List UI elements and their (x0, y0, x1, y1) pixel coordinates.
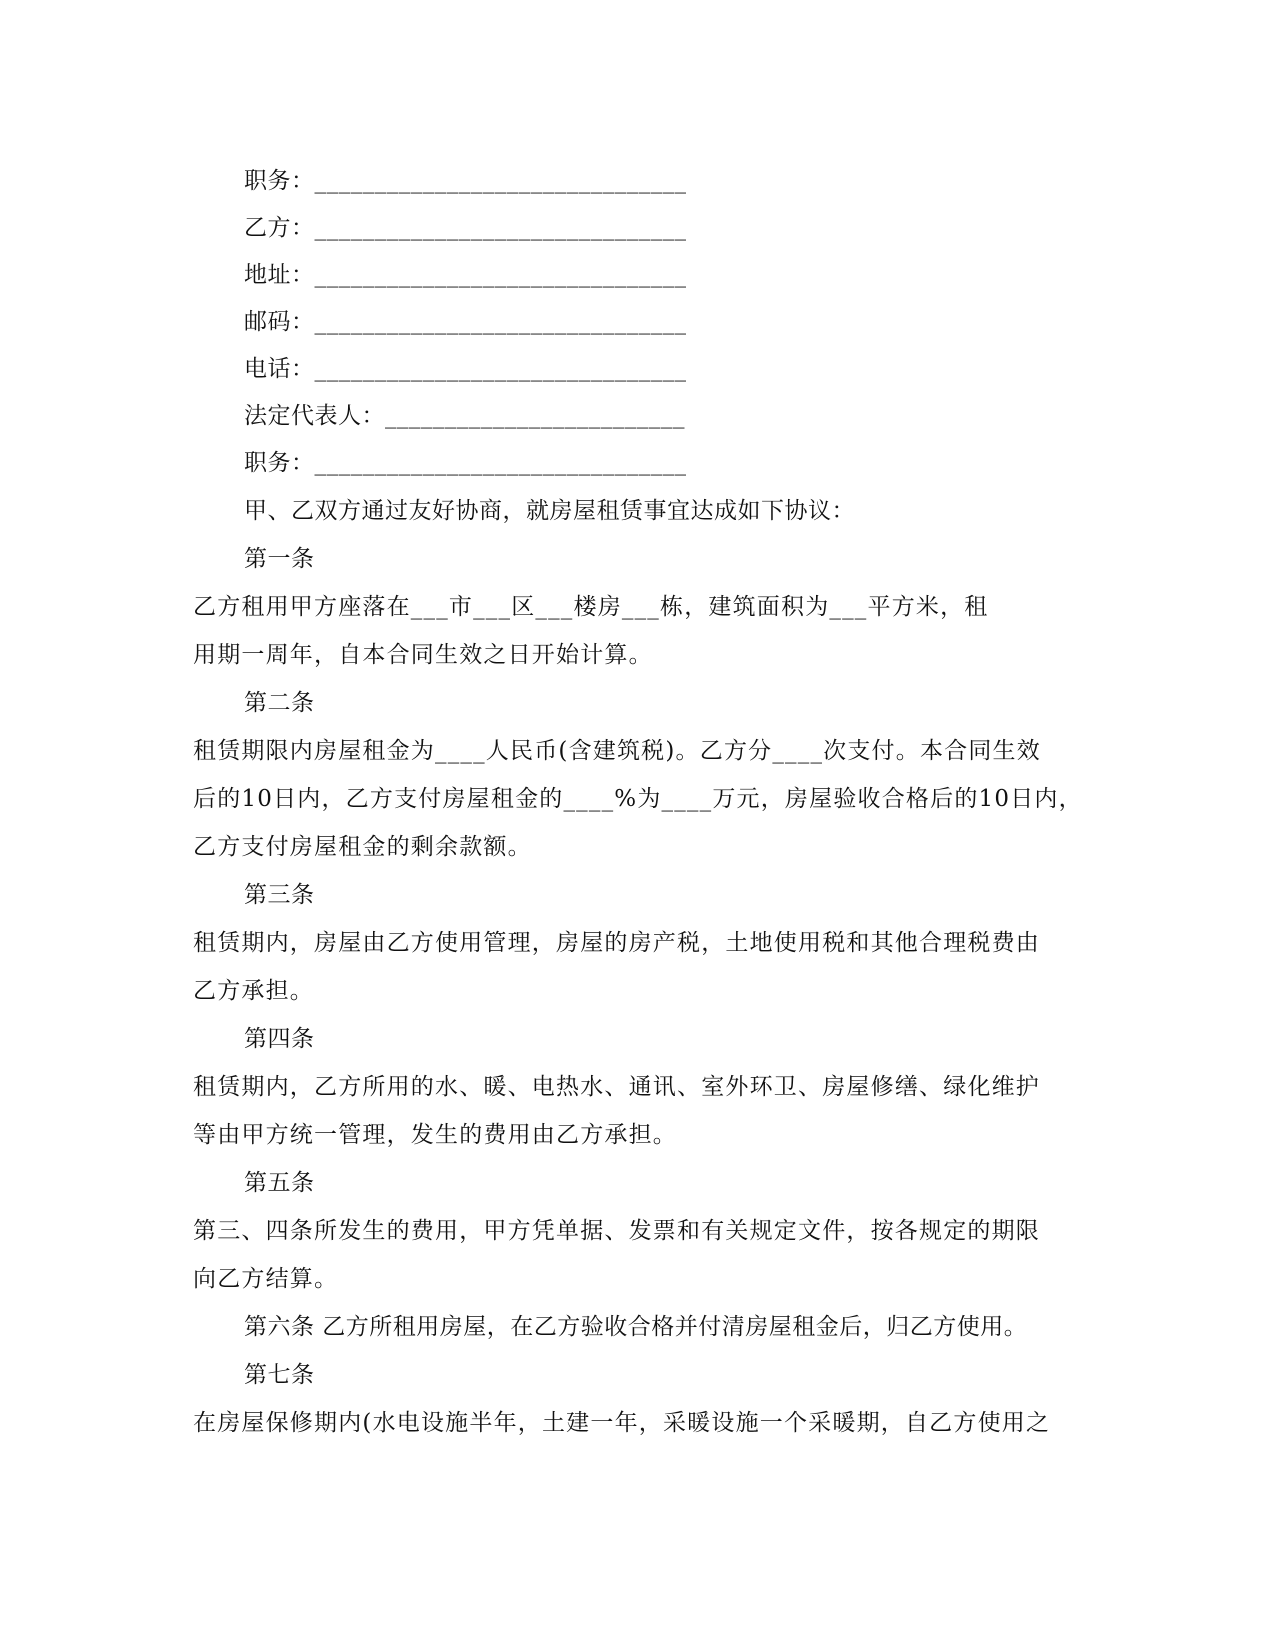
article-4-text-line-1: 租赁期内，乙方所用的水、暖、电热水、通讯、室外环卫、房屋修缮、绿化维护 (193, 1074, 1040, 1100)
article-4-heading: 第四条 (244, 1026, 315, 1052)
field-phone: 电话：_______________________________ (244, 356, 687, 382)
article-1-text-line-1: 乙方租用甲方座落在___市___区___楼房___栋，建筑面积为___平方米，租 (193, 594, 989, 620)
article-4-text-line-2: 等由甲方统一管理，发生的费用由乙方承担。 (193, 1122, 677, 1148)
field-legal-representative: 法定代表人：_________________________ (244, 403, 685, 429)
article-1-text-line-2: 用期一周年，自本合同生效之日开始计算。 (193, 642, 653, 668)
article-5-text-line-2: 向乙方结算。 (193, 1266, 339, 1292)
article-3-heading: 第三条 (244, 882, 315, 908)
agreement-intro: 甲、乙双方通过友好协商，就房屋租赁事宜达成如下协议： (244, 498, 855, 524)
article-3-text-line-2: 乙方承担。 (193, 978, 314, 1004)
article-2-text-line-2: 后的10日内，乙方支付房屋租金的____%为____万元，房屋验收合格后的10日内， (193, 786, 1083, 812)
field-position-party-b: 职务：_______________________________ (244, 450, 687, 476)
article-6: 第六条 乙方所租用房屋，在乙方验收合格并付清房屋租金后，归乙方使用。 (244, 1314, 1028, 1340)
field-position-party-a: 职务：_______________________________ (244, 168, 687, 194)
article-7-text-line-1: 在房屋保修期内(水电设施半年，土建一年，采暖设施一个采暖期，自乙方使用之 (193, 1410, 1051, 1436)
field-party-b: 乙方：_______________________________ (244, 215, 687, 241)
article-2-text-line-1: 租赁期限内房屋租金为____人民币(含建筑税)。乙方分____次支付。本合同生效 (193, 738, 1041, 764)
article-2-text-line-3: 乙方支付房屋租金的剩余款额。 (193, 834, 532, 860)
article-1-heading: 第一条 (244, 546, 315, 572)
article-2-heading: 第二条 (244, 690, 315, 716)
field-postcode: 邮码：_______________________________ (244, 309, 687, 335)
article-5-text-line-1: 第三、四条所发生的费用，甲方凭单据、发票和有关规定文件，按各规定的期限 (193, 1218, 1040, 1244)
article-3-text-line-1: 租赁期内，房屋由乙方使用管理，房屋的房产税，土地使用税和其他合理税费由 (193, 930, 1040, 956)
article-5-heading: 第五条 (244, 1170, 315, 1196)
field-address: 地址：_______________________________ (244, 262, 687, 288)
article-7-heading: 第七条 (244, 1362, 315, 1388)
